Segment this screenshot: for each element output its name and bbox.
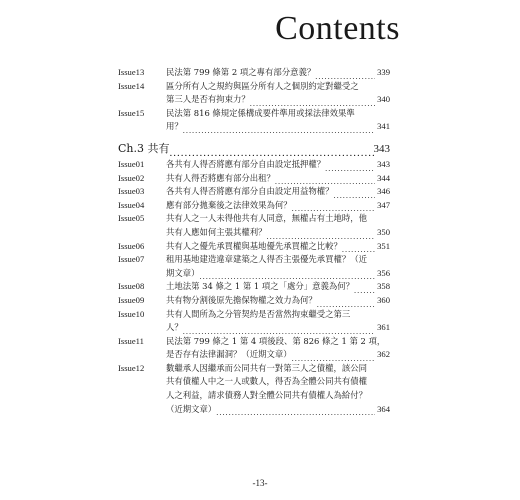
entry-text — [166, 199, 390, 213]
entry-line: 是否存有法律漏洞？（近期文章） — [166, 349, 292, 360]
entry-line: 應有部分拋棄後之法律效果為何？ — [166, 199, 292, 210]
dot-leader — [325, 162, 375, 172]
entry-page-number: 360 — [377, 294, 390, 305]
chapter-title: Ch.3 共有 — [118, 141, 170, 155]
issue-number: Issue14 — [118, 80, 145, 91]
toc-entry[interactable] — [118, 335, 390, 362]
toc-entry[interactable] — [118, 66, 390, 80]
issue-number: Issue13 — [118, 67, 145, 77]
toc-entry[interactable] — [118, 199, 390, 213]
toc-entry[interactable] — [118, 185, 390, 199]
dot-leader — [170, 145, 374, 157]
dot-leader — [317, 298, 375, 308]
entry-page-number: 343 — [377, 158, 390, 169]
issue-number: Issue12 — [118, 362, 145, 373]
dot-leader — [354, 284, 375, 294]
entry-line: 民法第 799 條之 1 第 4 項後段、第 826 條之 1 第 2 項， — [166, 335, 386, 346]
dot-leader — [342, 243, 375, 253]
entry-text — [166, 280, 390, 294]
issue-number: Issue09 — [118, 294, 145, 305]
dot-leader — [292, 352, 375, 362]
entry-line: 各共有人得否將應有部分自由設定抵押權？ — [166, 158, 326, 169]
entry-text — [166, 362, 390, 416]
entry-line: 各共有人得否將應有部分自由設定用益物權？ — [166, 186, 334, 197]
entry-line: 用？ — [166, 121, 183, 132]
issue-number: Issue03 — [118, 186, 145, 197]
entry-text — [166, 107, 390, 134]
issue-number: Issue08 — [118, 281, 145, 292]
entry-line: 民法第 799 條第 2 項之專有部分意義？ — [166, 67, 316, 77]
dot-leader — [250, 97, 375, 107]
dot-leader — [275, 175, 375, 185]
entry-page-number: 340 — [377, 94, 390, 105]
entry-line: 區分所有人之規約與區分所有人之個別約定對繼受之 — [166, 80, 359, 91]
entry-page-number: 344 — [377, 172, 390, 183]
entry-line: 共有債權人中之一人或數人，得否為全體公同共有債權 — [166, 376, 367, 387]
toc-entry[interactable] — [118, 362, 390, 416]
dot-leader — [267, 230, 376, 240]
issue-number: Issue10 — [118, 308, 145, 319]
dot-leader — [183, 325, 375, 335]
issue-number: Issue15 — [118, 107, 145, 118]
issue-number: Issue02 — [118, 172, 145, 183]
entry-line: 數繼承人因繼承而公同共有一對第三人之債權，該公同 — [166, 362, 367, 373]
entry-text — [166, 240, 390, 254]
toc-entry[interactable] — [118, 294, 390, 308]
page-title: Contents — [275, 10, 400, 47]
dot-leader — [200, 270, 376, 280]
toc-entry[interactable] — [118, 158, 390, 172]
dot-leader — [334, 189, 376, 199]
entry-text — [166, 158, 390, 172]
entry-page-number: 356 — [377, 267, 390, 278]
entry-text — [166, 335, 390, 362]
toc-entry[interactable] — [118, 80, 390, 107]
entry-text — [166, 253, 390, 280]
toc-entry[interactable] — [118, 280, 390, 294]
entry-page-number: 350 — [377, 226, 390, 237]
toc-entry[interactable] — [118, 212, 390, 239]
entry-text — [166, 308, 390, 335]
issue-number: Issue11 — [118, 335, 144, 346]
toc-section-chapter-3 — [118, 158, 390, 416]
entry-line: 人之利益，請求債務人對全體公同共有債權人為給付？ — [166, 390, 367, 401]
entry-line: 共有人間所為之分管契約是否當然拘束繼受之第三 — [166, 308, 351, 319]
issue-number: Issue07 — [118, 254, 145, 265]
dot-leader — [292, 202, 375, 212]
toc-entry[interactable] — [118, 253, 390, 280]
entry-line: 共有物分割後原先擔保物權之效力為何？ — [166, 294, 317, 305]
issue-number: Issue04 — [118, 199, 145, 210]
chapter-page-number: 343 — [373, 142, 390, 155]
entry-text — [166, 66, 390, 80]
entry-page-number: 364 — [377, 403, 390, 414]
toc-entry[interactable] — [118, 308, 390, 335]
entry-text — [166, 172, 390, 186]
dot-leader — [315, 70, 375, 80]
issue-number: Issue05 — [118, 213, 145, 224]
toc-entry[interactable] — [118, 240, 390, 254]
entry-line: 土地法第 34 條之 1 第 1 項之「處分」意義為何？ — [166, 281, 355, 292]
issue-number: Issue01 — [118, 158, 145, 169]
entry-line: 租用基地建造違章建築之人得否主張優先承買權？（近 — [166, 254, 367, 265]
entry-line: 民法第 816 條規定係構成要件準用或採法律效果準 — [166, 107, 355, 118]
entry-text — [166, 212, 390, 239]
entry-line: 共有人得否將應有部分出租？ — [166, 172, 275, 183]
entry-text — [166, 80, 390, 107]
issue-number: Issue06 — [118, 240, 145, 251]
entry-page-number: 341 — [377, 121, 390, 132]
page-number: -13- — [252, 478, 268, 488]
dot-leader — [216, 406, 375, 416]
dot-leader — [183, 124, 375, 134]
entry-text — [166, 294, 390, 308]
entry-page-number: 358 — [377, 281, 390, 292]
entry-line: 人？ — [166, 322, 183, 333]
entry-text — [166, 185, 390, 199]
entry-page-number: 351 — [377, 240, 390, 251]
toc-section-previous — [118, 66, 390, 134]
chapter-heading[interactable] — [118, 141, 390, 157]
entry-page-number: 361 — [377, 322, 390, 333]
entry-page-number: 339 — [377, 67, 390, 77]
entry-line: 共有人應如何主張其權利？ — [166, 226, 267, 237]
toc-entry[interactable] — [118, 107, 390, 134]
entry-line: （近期文章） — [166, 403, 217, 414]
entry-line: 期文章） — [166, 267, 200, 278]
toc-entry[interactable] — [118, 172, 390, 186]
entry-line: 第三人是否有拘束力？ — [166, 94, 250, 105]
entry-line: 共有人之優先承買權與基地優先承買權之比較？ — [166, 240, 342, 251]
entry-line: 共有人之一人未得他共有人同意，無權占有土地時，他 — [166, 213, 367, 224]
entry-page-number: 347 — [377, 199, 390, 210]
table-of-contents — [118, 66, 390, 416]
entry-page-number: 346 — [377, 186, 390, 197]
entry-page-number: 362 — [377, 349, 390, 360]
